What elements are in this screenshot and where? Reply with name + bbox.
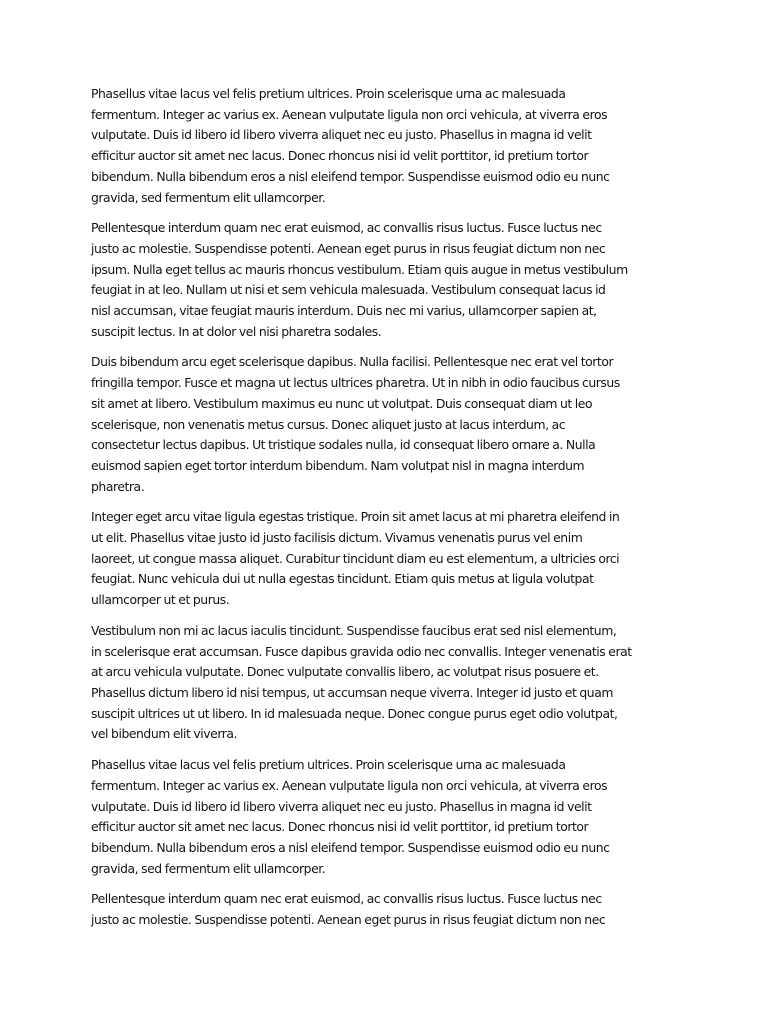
text-line: Vestibulum non mi ac lacus iaculis tincidunt. Suspendisse faucibus erat sed nisl elementum,	[91, 622, 617, 638]
text-line: pharetra.	[91, 478, 145, 494]
text-line: euismod sapien eget tortor interdum bibendum. Nam volutpat nisl in magna interdum	[91, 457, 585, 473]
text-line: Duis bibendum arcu eget scelerisque dapibus. Nulla facilisi. Pellentesque nec erat vel tortor	[91, 354, 614, 370]
text-line: justo ac molestie. Suspendisse potenti. Aenean eget purus in risus feugiat dictum non nec	[91, 912, 606, 928]
text-line: Integer eget arcu vitae ligula egestas tristique. Proin sit amet lacus at mi pharetra eleifend in	[91, 509, 620, 525]
document-body	[91, 84, 681, 941]
text-line: Phasellus vitae lacus vel felis pretium ultrices. Proin scelerisque urna ac malesuada	[91, 86, 566, 101]
text-line: suscipit lectus. In at dolor vel nisi pharetra sodales.	[91, 323, 382, 339]
text-line: efficitur auctor sit amet nec lacus. Donec rhoncus nisi id velit porttitor, id pretium tortor	[91, 148, 589, 164]
text-line: ullamcorper ut et purus.	[91, 592, 230, 608]
text-line: Pellentesque interdum quam nec erat euismod, ac convallis risus luctus. Fusce luctus nec	[91, 220, 602, 236]
text-line: consectetur lectus dapibus. Ut tristique sodales nulla, id consequat libero ornare a. Nulla	[91, 437, 596, 453]
text-line: vulputate. Duis id libero id libero viverra aliquet nec eu justo. Phasellus in magna id velit	[91, 127, 592, 143]
paragraph	[91, 507, 681, 611]
text-line: Pellentesque interdum quam nec erat euismod, ac convallis risus luctus. Fusce luctus nec	[91, 891, 602, 907]
text-line: at arcu vehicula vulputate. Donec vulputate convallis libero, ac volutpat risus posuere et.	[91, 664, 599, 680]
text-line: ut elit. Phasellus vitae justo id justo facilisis dictum. Vivamus venenatis purus vel enim	[91, 530, 583, 546]
text-line: fringilla tempor. Fusce et magna ut lectus ultrices pharetra. Ut in nibh in odio faucibus cursus	[91, 375, 620, 391]
text-line: scelerisque, non venenatis metus cursus. Donec aliquet justo at lacus interdum, ac	[91, 416, 566, 432]
text-line: laoreet, ut congue massa aliquet. Curabitur tincidunt diam eu est elementum, a ultricies orci	[91, 550, 620, 566]
text-line: efficitur auctor sit amet nec lacus. Donec rhoncus nisi id velit porttitor, id pretium tortor	[91, 819, 589, 835]
text-line: vel bibendum elit viverra.	[91, 726, 238, 742]
paragraph	[91, 352, 681, 497]
paragraph	[91, 621, 681, 745]
text-line: suscipit ultrices ut ut libero. In id malesuada neque. Donec congue purus eget odio volutpat,	[91, 705, 618, 721]
paragraph	[91, 889, 681, 930]
text-line: in scelerisque erat accumsan. Fusce dapibus gravida odio nec convallis. Integer venenatis erat	[91, 643, 632, 659]
text-line: justo ac molestie. Suspendisse potenti. Aenean eget purus in risus feugiat dictum non nec	[91, 240, 606, 256]
text-line: bibendum. Nulla bibendum eros a nisl eleifend tempor. Suspendisse euismod odio eu nunc	[91, 168, 610, 184]
text-line: gravida, sed fermentum elit ullamcorper.	[91, 860, 326, 876]
text-line: ipsum. Nulla eget tellus ac mauris rhoncus vestibulum. Etiam quis augue in metus vestibulum	[91, 261, 628, 277]
text-line: vulputate. Duis id libero id libero viverra aliquet nec eu justo. Phasellus in magna id velit	[91, 798, 592, 814]
text-line: bibendum. Nulla bibendum eros a nisl eleifend tempor. Suspendisse euismod odio eu nunc	[91, 839, 610, 855]
paragraph	[91, 218, 681, 342]
text-line: sit amet at libero. Vestibulum maximus eu nunc ut volutpat. Duis consequat diam ut leo	[91, 395, 593, 411]
text-line: Phasellus dictum libero id nisi tempus, ut accumsan neque viverra. Integer id justo et quam	[91, 684, 613, 700]
text-line: feugiat in at leo. Nullam ut nisi et sem vehicula malesuada. Vestibulum consequat lacus id	[91, 282, 606, 298]
text-line: feugiat. Nunc vehicula dui ut nulla egestas tincidunt. Etiam quis metus at ligula volutpat	[91, 571, 594, 587]
paragraph	[91, 755, 681, 879]
text-line: Phasellus vitae lacus vel felis pretium ultrices. Proin scelerisque urna ac malesuada	[91, 757, 566, 773]
text-line: nisl accumsan, vitae feugiat mauris interdum. Duis nec mi varius, ullamcorper sapien at,	[91, 303, 597, 319]
text-line: fermentum. Integer ac varius ex. Aenean vulputate ligula non orci vehicula, at viverra eros	[91, 777, 608, 793]
paragraph	[91, 84, 681, 208]
text-line: fermentum. Integer ac varius ex. Aenean vulputate ligula non orci vehicula, at viverra eros	[91, 106, 608, 122]
text-line: gravida, sed fermentum elit ullamcorper.	[91, 189, 326, 205]
